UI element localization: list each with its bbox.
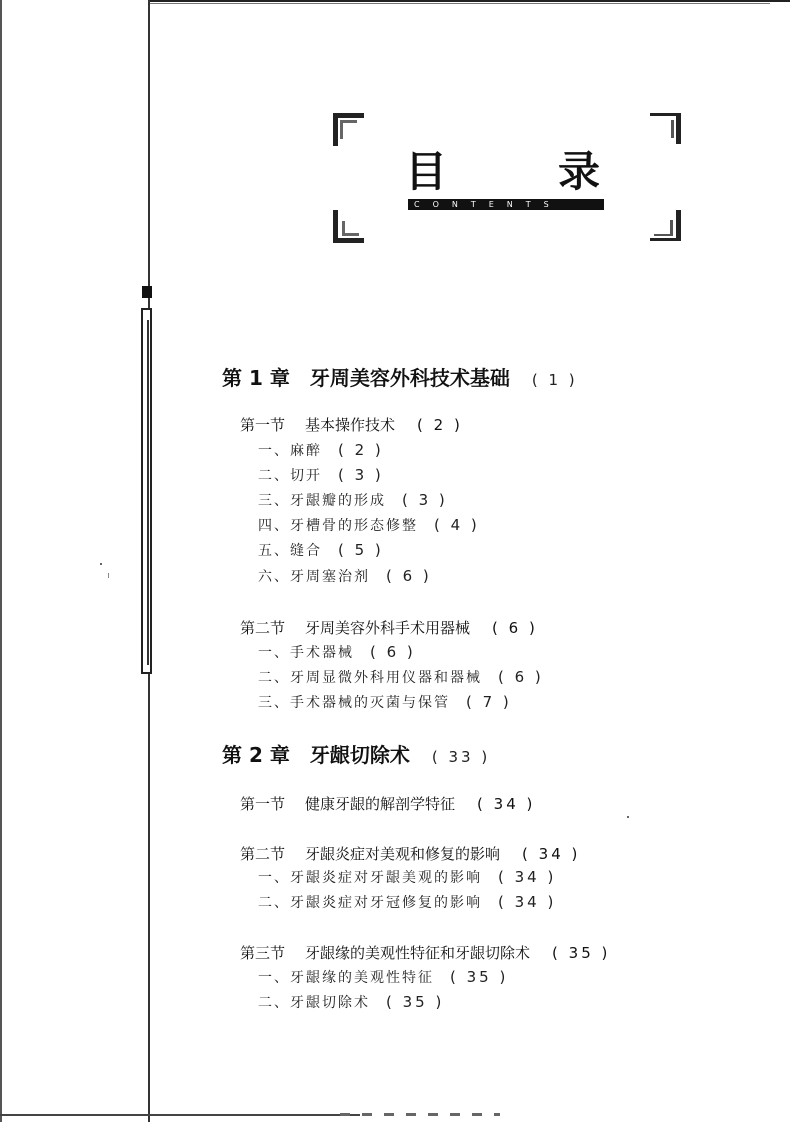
item-title: 二、牙周显微外科用仪器和器械 [258, 670, 482, 686]
page-number: ( 6 ) [370, 643, 416, 661]
toc-item[interactable] [258, 540, 384, 560]
page-number: ( 34 ) [477, 795, 536, 813]
section-title: 牙周美容外科手术用器械 [305, 619, 471, 637]
section-label: 第三节 [240, 944, 286, 962]
page-number: ( 4 ) [434, 516, 480, 534]
toc-item[interactable] [258, 967, 508, 987]
item-title: 五、缝合 [258, 543, 322, 559]
corner-bracket-bottom-right [650, 210, 681, 241]
page-number: ( 3 ) [402, 491, 448, 509]
page-number: ( 34 ) [522, 845, 581, 863]
toc-item[interactable] [258, 992, 444, 1012]
toc-section[interactable] [240, 793, 535, 814]
item-title: 六、牙周塞治剂 [258, 569, 370, 585]
item-title: 二、牙龈切除术 [258, 995, 370, 1011]
top-border-thin-line [150, 3, 770, 4]
chapter-label: 第 1 章 [222, 366, 290, 390]
page-title-left: 目 [405, 147, 448, 196]
page-number: ( 35 ) [552, 944, 611, 962]
page-number: ( 34 ) [498, 893, 557, 911]
toc-section[interactable] [240, 843, 580, 864]
side-marker-square [142, 286, 152, 298]
page-number: ( 6 ) [498, 668, 544, 686]
section-title: 基本操作技术 [305, 416, 396, 434]
item-title: 四、牙槽骨的形态修整 [258, 518, 418, 534]
item-title: 一、手术器械 [258, 645, 354, 661]
scan-speck [627, 816, 629, 818]
page-number: ( 2 ) [417, 416, 463, 434]
side-bar-inner-line [147, 320, 149, 665]
left-edge-line [0, 0, 2, 1122]
page-number: ( 5 ) [338, 541, 384, 559]
page-number: ( 1 ) [531, 371, 578, 389]
toc-item[interactable] [258, 515, 480, 535]
page-number: ( 3 ) [338, 466, 384, 484]
bottom-border-line [0, 1114, 360, 1116]
toc-section[interactable] [240, 414, 463, 435]
toc-item[interactable] [258, 667, 544, 687]
corner-bracket-bottom-left [333, 210, 364, 243]
page-number: ( 34 ) [498, 868, 557, 886]
section-label: 第一节 [240, 416, 286, 434]
section-title: 牙龈炎症对美观和修复的影响 [305, 845, 501, 863]
page-number: ( 6 ) [386, 567, 432, 585]
toc-chapter-2[interactable] [222, 739, 490, 768]
item-title: 一、麻醉 [258, 443, 322, 459]
toc-item[interactable] [258, 892, 556, 912]
section-label: 第二节 [240, 619, 286, 637]
item-title: 二、牙龈炎症对牙冠修复的影响 [258, 895, 482, 911]
page-number: ( 35 ) [450, 968, 509, 986]
toc-item[interactable] [258, 566, 432, 586]
chapter-label: 第 2 章 [222, 743, 290, 767]
toc-section[interactable] [240, 617, 538, 638]
page-title-right: 录 [558, 147, 601, 196]
chapter-title: 牙周美容外科技术基础 [309, 366, 510, 390]
chapter-title: 牙龈切除术 [309, 743, 410, 767]
page-number: ( 7 ) [466, 693, 512, 711]
toc-item[interactable] [258, 692, 512, 712]
scan-speck [100, 563, 102, 565]
section-title: 健康牙龈的解剖学特征 [305, 795, 456, 813]
scan-speck [108, 573, 109, 578]
toc-chapter-1[interactable] [222, 362, 578, 391]
page-number: ( 35 ) [386, 993, 445, 1011]
page-number: ( 6 ) [492, 619, 538, 637]
item-title: 二、切开 [258, 468, 322, 484]
section-label: 第二节 [240, 845, 286, 863]
contents-subtitle-bar: CONTENTS [408, 199, 604, 210]
corner-bracket-top-left [333, 113, 364, 146]
item-title: 三、牙龈瓣的形成 [258, 493, 386, 509]
item-title: 一、牙龈缘的美观性特征 [258, 970, 434, 986]
bottom-dotted-line [340, 1113, 500, 1116]
page-number: ( 33 ) [431, 748, 491, 766]
page-number: ( 2 ) [338, 441, 384, 459]
toc-item[interactable] [258, 642, 416, 662]
section-label: 第一节 [240, 795, 286, 813]
toc-item[interactable] [258, 867, 556, 887]
item-title: 三、手术器械的灭菌与保管 [258, 695, 450, 711]
toc-item[interactable] [258, 465, 384, 485]
toc-item[interactable] [258, 440, 384, 460]
corner-bracket-top-right [650, 113, 681, 144]
top-border-line [150, 0, 790, 2]
toc-item[interactable] [258, 490, 448, 510]
section-title: 牙龈缘的美观性特征和牙龈切除术 [305, 944, 531, 962]
toc-section[interactable] [240, 942, 610, 963]
item-title: 一、牙龈炎症对牙龈美观的影响 [258, 870, 482, 886]
